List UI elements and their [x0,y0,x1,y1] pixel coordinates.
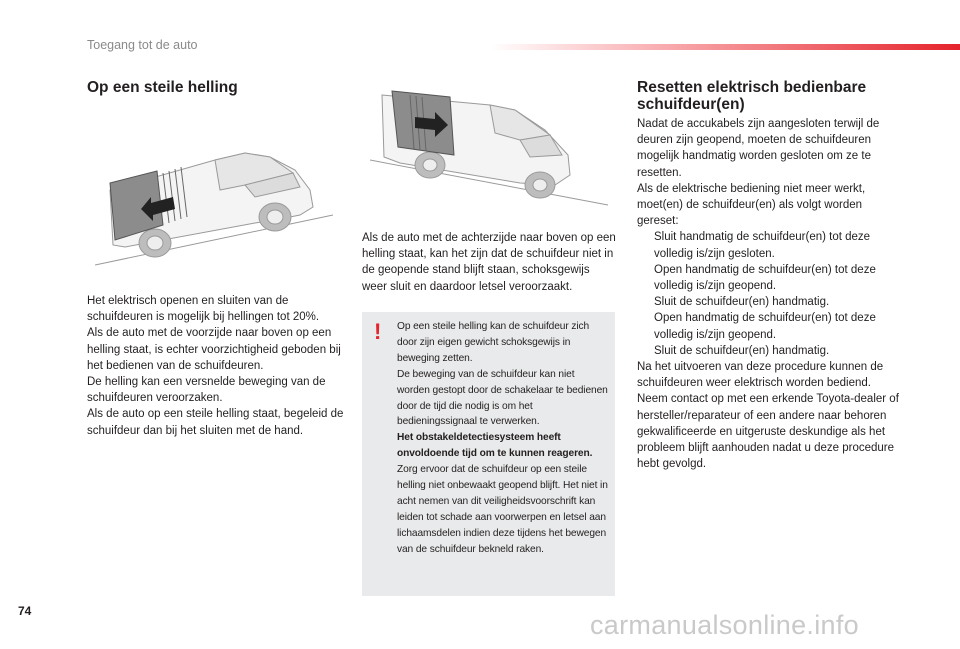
van-illustration-downhill [95,145,335,270]
page-number: 74 [18,604,32,618]
right-title-line: schuifdeur(en) [637,96,745,113]
watermark: carmanualsonline.info [590,610,859,640]
warning-paragraph-bold: Het obstakeldetectiesysteem heeft onvoldoende tijd om te kunnen reageren. [397,432,593,460]
reset-step [637,262,899,294]
right-title-line: Resetten elektrisch bedienbare [637,79,867,96]
van-illustration-uphill [370,85,610,210]
reset-step-text: Open handmatig de schuifdeur(en) tot deze volledig is/zijn geopend. [654,263,876,293]
left-section-title: Op een steile helling [87,79,238,96]
left-paragraph: De helling kan een versnelde beweging van de schuifdeuren veroorzaken. [87,376,326,405]
reset-step [637,343,899,359]
warning-paragraph: Zorg ervoor dat de schuifdeur op een steile helling niet onbewaakt geopend blijft. Het niet in acht nemen van dit veiligheidsvoorschrift kan leiden tot schade aan voorwerpen en letsel aan lichaamsdelen indien deze tijdens het bewegen van de schuifdeur bekneld raken. [397,464,608,555]
header-bar [490,44,960,50]
warning-text [397,319,609,558]
left-paragraph: Het elektrisch openen en sluiten van de schuifdeuren is mogelijk bij hellingen tot 20%. [87,295,320,324]
left-paragraph: Als de auto op een steile helling staat, begeleid de schuifdeur dan bij het sluiten met de hand. [87,408,344,437]
header-title: Toegang tot de auto [87,38,198,52]
reset-step-text: Sluit handmatig de schuifdeur(en) tot deze volledig is/zijn gesloten. [654,231,871,260]
reset-step [637,310,899,342]
reset-step [637,294,899,310]
middle-paragraph: Als de auto met de achterzijde naar boven op een helling staat, kan het zijn dat de schuifdeur niet in de geopende stand blijft staan, schoksgewijs weer sluit en daardoor letsel veroorzaakt. [362,232,616,293]
warning-paragraph: Op een steile helling kan de schuifdeur zich door zijn eigen gewicht schoksgewijs in beweging zetten. [397,321,590,364]
right-paragraph: Nadat de accukabels zijn aangesloten terwijl de deuren zijn geopend, moeten de schuifdeuren mogelijk handmatig worden gesloten om ze te resetten. [637,118,880,179]
right-section-title [637,79,866,113]
right-paragraph: Als de elektrische bediening niet meer werkt, moet(en) de schuifdeur(en) als volgt worden gereset: [637,182,866,228]
reset-step [637,229,899,261]
right-paragraph: Neem contact op met een erkende Toyota-dealer of hersteller/reparateur of een andere naar behoren gekwalificeerde en uitgeruste deskundige als het probleem blijft aanhouden nadat u deze procedure hebt gevolgd. [637,393,899,471]
warning-paragraph: De beweging van de schuifdeur kan niet worden gestopt door de schakelaar te bedienen door de tijd die nodig is om het bedieningssignaal te verwerken. [397,368,608,428]
right-body-text [637,116,899,472]
left-body-text [87,293,347,439]
reset-step-text: Sluit de schuifdeur(en) handmatig. [654,344,830,357]
warning-box [362,312,615,596]
warning-icon: ! [374,319,382,344]
reset-step-text: Open handmatig de schuifdeur(en) tot deze volledig is/zijn geopend. [654,312,876,341]
left-paragraph: Als de auto met de voorzijde naar boven op een helling staat, is echter voorzichtigheid geboden bij het bedienen van de schuifdeuren. [87,327,341,372]
right-paragraph: Na het uitvoeren van deze procedure kunnen de schuifdeuren weer elektrisch worden bediend. [637,361,884,390]
reset-step-text: Sluit de schuifdeur(en) handmatig. [654,296,830,309]
